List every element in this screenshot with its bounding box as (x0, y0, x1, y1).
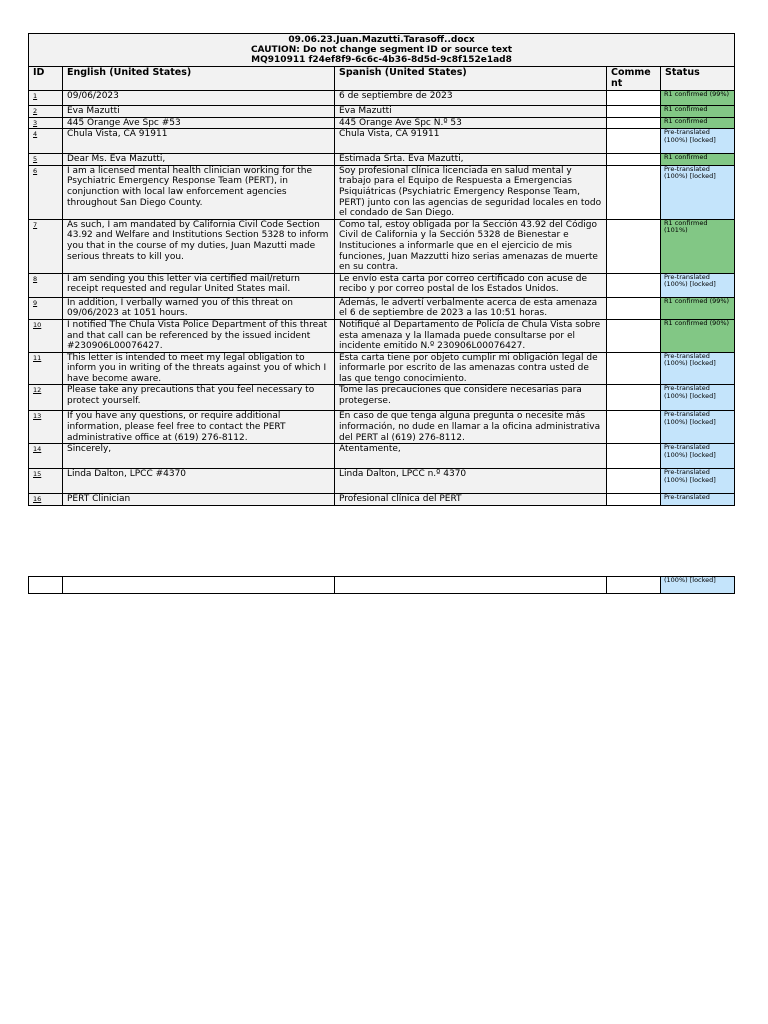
segment-target-text[interactable]: En caso de que tenga alguna pregunta o necesite más información, no dude en llamar a la oficina administrativa del PERT al (619) 276-8112. (335, 411, 607, 444)
segment-row (29, 469, 735, 494)
segment-target-text[interactable]: Profesional clínica del PERT (335, 494, 607, 506)
segment-status-badge: Pre-translated (661, 494, 735, 506)
segment-target-text[interactable]: 6 de septiembre de 2023 (335, 91, 607, 106)
segment-source-text: Sincerely, (63, 444, 335, 469)
segment-row (29, 411, 735, 444)
segment-target-text[interactable]: 445 Orange Ave Spc N.º 53 (335, 117, 607, 129)
segment-status-badge: Pre-translated (100%) [locked] (661, 165, 735, 219)
segment-status-badge: Pre-translated (100%) [locked] (661, 444, 735, 469)
segment-status-badge: Pre-translated (100%) [locked] (661, 411, 735, 444)
segment-id: 7 (29, 219, 63, 273)
segment-id: 14 (29, 444, 63, 469)
segment-comment[interactable] (607, 219, 661, 273)
segment-status-badge: Pre-translated (100%) [locked] (661, 469, 735, 494)
segment-id: 6 (29, 165, 63, 219)
segment-target-text[interactable]: Además, le advertí verbalmente acerca de esta amenaza el 6 de septiembre de 2023 a las 10:51 horas. (335, 297, 607, 319)
segment-comment[interactable] (607, 444, 661, 469)
segment-table (28, 33, 735, 506)
document-id: MQ910911 f24ef8f9-6c6c-4b36-8d5d-9c8f152e1ad8 (251, 55, 512, 65)
segment-comment[interactable] (607, 117, 661, 129)
segment-id: 10 (29, 319, 63, 352)
segment-source-text: 09/06/2023 (63, 91, 335, 106)
continuation-comment-cell[interactable] (607, 577, 661, 594)
segment-row (29, 385, 735, 411)
continuation-target-cell[interactable] (335, 577, 607, 594)
segment-source-text: 445 Orange Ave Spc #53 (63, 117, 335, 129)
segment-status-badge: R1 confirmed (661, 106, 735, 118)
segment-id: 13 (29, 411, 63, 444)
segment-source-text: PERT Clinician (63, 494, 335, 506)
segment-id: 11 (29, 352, 63, 385)
segment-row (29, 297, 735, 319)
column-header-id: ID (29, 67, 63, 91)
continuation-id-cell (29, 577, 63, 594)
segment-status-badge: Pre-translated (100%) [locked] (661, 352, 735, 385)
segment-id: 4 (29, 129, 63, 154)
segment-status-badge: R1 confirmed (101%) (661, 219, 735, 273)
segment-source-text: This letter is intended to meet my legal obligation to inform you in writing of the threats against you of which I have become aware. (63, 352, 335, 385)
segment-id: 15 (29, 469, 63, 494)
segment-comment[interactable] (607, 129, 661, 154)
segment-status-badge: Pre-translated (100%) [locked] (661, 273, 735, 297)
continuation-source-cell[interactable] (63, 577, 335, 594)
segment-row (29, 165, 735, 219)
column-header-comment: Comme nt (607, 67, 661, 91)
column-header-status: Status (661, 67, 735, 91)
segment-source-text: As such, I am mandated by California Civil Code Section 43.92 and Welfare and Institutions Section 5328 to inform you that in the course of my duties, Juan Mazutti made serious threats to kill you. (63, 219, 335, 273)
segment-target-text[interactable]: Le envío esta carta por correo certificado con acuse de recibo y por correo postal de los Estados Unidos. (335, 273, 607, 297)
segment-source-text: Dear Ms. Eva Mazutti, (63, 154, 335, 166)
segment-id: 1 (29, 91, 63, 106)
segment-row (29, 117, 735, 129)
segment-target-text[interactable]: Atentamente, (335, 444, 607, 469)
segment-target-text[interactable]: Soy profesional clínica licenciada en salud mental y trabajo para el Equipo de Respuesta a Emergencias Psiquiátricas (Psychiatric Emergency Response Team, PERT) junto con las agencias de seguridad locales en todo el condado de San Diego. (335, 165, 607, 219)
segment-row (29, 129, 735, 154)
document-filename: 09.06.23.Juan.Mazutti.Tarasoff..docx (288, 35, 475, 45)
segment-target-text[interactable]: Esta carta tiene por objeto cumplir mi obligación legal de informarle por escrito de las amenazas contra usted de las que tengo conocimiento. (335, 352, 607, 385)
segment-id: 5 (29, 154, 63, 166)
segment-row (29, 106, 735, 118)
segment-status-badge: Pre-translated (100%) [locked] (661, 129, 735, 154)
segment-row (29, 352, 735, 385)
segment-row (29, 219, 735, 273)
segment-id: 16 (29, 494, 63, 506)
column-header-source: English (United States) (63, 67, 335, 91)
segment-comment[interactable] (607, 411, 661, 444)
segment-status-badge: R1 confirmed (99%) (661, 91, 735, 106)
segment-row (29, 273, 735, 297)
segment-target-text[interactable]: Chula Vista, CA 91911 (335, 129, 607, 154)
bilingual-segment-document (28, 33, 734, 506)
segment-status-badge: R1 confirmed (661, 154, 735, 166)
column-header-target: Spanish (United States) (335, 67, 607, 91)
segment-source-text: Linda Dalton, LPCC #4370 (63, 469, 335, 494)
segment-status-badge: R1 confirmed (99%) (661, 297, 735, 319)
segment-id: 2 (29, 106, 63, 118)
continuation-table (28, 576, 735, 594)
segment-comment[interactable] (607, 91, 661, 106)
segment-source-text: In addition, I verbally warned you of this threat on 09/06/2023 at 1051 hours. (63, 297, 335, 319)
segment-comment[interactable] (607, 469, 661, 494)
segment-target-text[interactable]: Tome las precauciones que considere necesarias para protegerse. (335, 385, 607, 411)
segment-id: 3 (29, 117, 63, 129)
segment-list (29, 91, 735, 506)
segment-target-text[interactable]: Linda Dalton, LPCC n.º 4370 (335, 469, 607, 494)
segment-row (29, 154, 735, 166)
segment-source-text: I am sending you this letter via certified mail/return receipt requested and regular United States mail. (63, 273, 335, 297)
segment-target-text[interactable]: Notifiqué al Departamento de Policía de Chula Vista sobre esta amenaza y la llamada puede consultarse por el incidente emitido N.º 230906L00076427. (335, 319, 607, 352)
segment-source-text: Please take any precautions that you feel necessary to protect yourself. (63, 385, 335, 411)
segment-status-badge: R1 confirmed (90%) (661, 319, 735, 352)
segment-comment[interactable] (607, 319, 661, 352)
segment-comment[interactable] (607, 494, 661, 506)
segment-comment[interactable] (607, 106, 661, 118)
continuation-row (29, 577, 735, 594)
segment-row (29, 91, 735, 106)
segment-id: 9 (29, 297, 63, 319)
segment-id: 12 (29, 385, 63, 411)
column-header-row (29, 67, 735, 91)
segment-target-text[interactable]: Estimada Srta. Eva Mazutti, (335, 154, 607, 166)
segment-comment[interactable] (607, 165, 661, 219)
segment-source-text: If you have any questions, or require additional information, please feel free to contact the PERT administrative office at (619) 276-8112. (63, 411, 335, 444)
segment-comment[interactable] (607, 352, 661, 385)
segment-target-text[interactable]: Como tal, estoy obligada por la Sección 43.92 del Código Civil de California y la Sección 5328 de Bienestar e Instituciones a informarle que en el ejercicio de mis funciones, Juan Mazzutti hizo serias amenazas de muerte en su contra. (335, 219, 607, 273)
segment-id: 8 (29, 273, 63, 297)
document-header (29, 34, 735, 67)
segment-source-text: Eva Mazutti (63, 106, 335, 118)
segment-source-text: I am a licensed mental health clinician working for the Psychiatric Emergency Response Team (PERT), in conjunction with local law enforcement agencies throughout San Diego County. (63, 165, 335, 219)
continuation-status-cell: (100%) [locked] (661, 577, 735, 594)
segment-comment[interactable] (607, 273, 661, 297)
segment-status-badge: R1 confirmed (661, 117, 735, 129)
segment-comment[interactable] (607, 385, 661, 411)
segment-comment[interactable] (607, 154, 661, 166)
segment-source-text: I notified The Chula Vista Police Department of this threat and that call can be referenced by the issued incident #230906L00076427. (63, 319, 335, 352)
segment-comment[interactable] (607, 297, 661, 319)
caution-notice: CAUTION: Do not change segment ID or source text (250, 45, 513, 55)
segment-row (29, 319, 735, 352)
segment-row (29, 494, 735, 506)
segment-source-text: Chula Vista, CA 91911 (63, 129, 335, 154)
segment-row (29, 444, 735, 469)
segment-status-badge: Pre-translated (100%) [locked] (661, 385, 735, 411)
segment-target-text[interactable]: Eva Mazutti (335, 106, 607, 118)
